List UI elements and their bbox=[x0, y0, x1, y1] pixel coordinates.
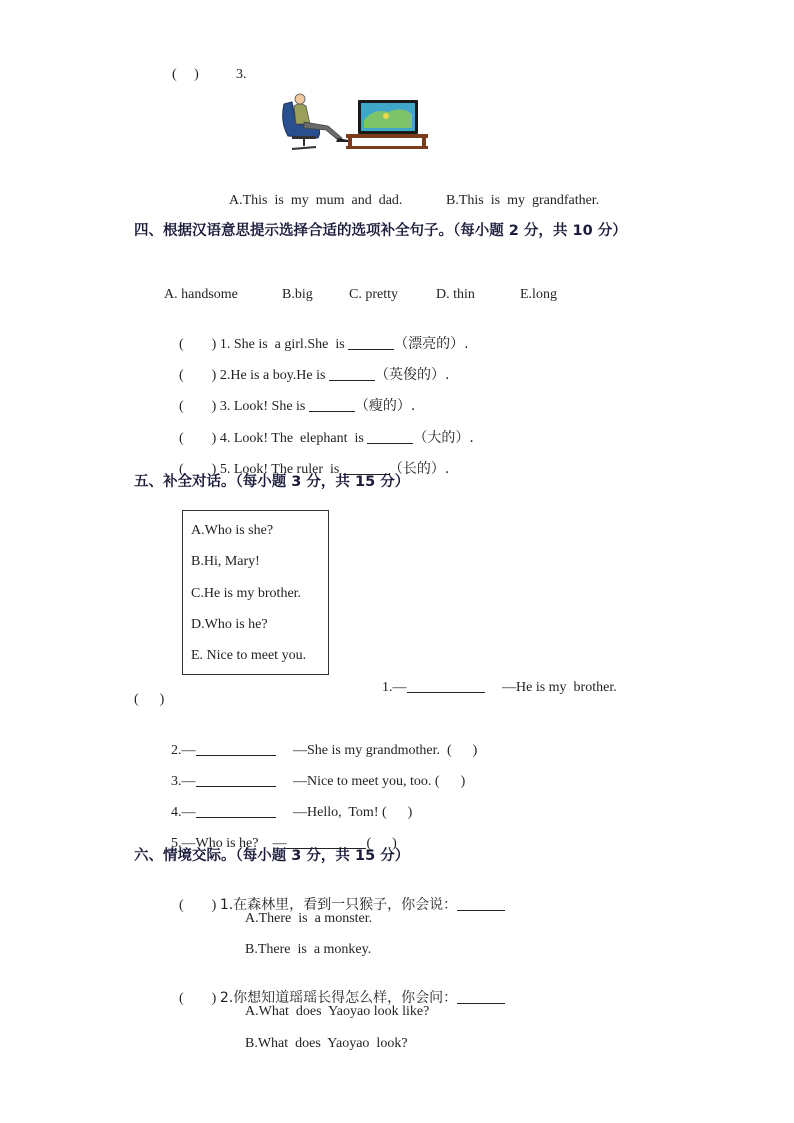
dialogue-q1-paren[interactable]: ( ) bbox=[134, 692, 165, 707]
answer-paren[interactable]: ( ) bbox=[179, 368, 217, 383]
q3-number: 3. bbox=[236, 67, 247, 82]
q3-option-b: B.This is my grandfather. bbox=[446, 193, 600, 208]
answer-paren[interactable]: ( ) bbox=[179, 431, 217, 446]
answer-paren[interactable]: ( ) bbox=[447, 743, 478, 758]
section6-item-1-option-a: A.There is a monster. bbox=[245, 911, 373, 926]
answer-blank[interactable] bbox=[407, 678, 485, 693]
section5-title: 五、补全对话。（每小题 3 分，共 15 分） bbox=[134, 474, 410, 490]
question-prefix: 5.—Who is he? — bbox=[171, 836, 287, 851]
question-text: 1. She is a girl.She is bbox=[219, 337, 345, 352]
question-prefix: 4.— bbox=[171, 805, 196, 820]
grandfather-watching-tv-picture bbox=[278, 92, 432, 152]
dialogue-option-e: E. Nice to meet you. bbox=[191, 648, 307, 663]
section6-item-1-option-b: B.There is a monkey. bbox=[245, 942, 372, 957]
chinese-hint: （大的）. bbox=[413, 430, 474, 446]
question-reply: —Nice to meet you, too. bbox=[293, 774, 432, 789]
dialogue-option-b: B.Hi, Mary! bbox=[191, 554, 260, 569]
answer-paren[interactable]: ( ) bbox=[179, 337, 217, 352]
question-reply: —Hello, Tom! bbox=[293, 805, 379, 820]
question-text: 2.He is a boy.He is bbox=[219, 368, 326, 383]
answer-paren[interactable]: ( ) bbox=[179, 898, 217, 913]
question-text: 4. Look! The elephant is bbox=[219, 431, 364, 446]
question-reply: —She is my grandmother. bbox=[293, 743, 440, 758]
section4-title: 四、根据汉语意思提示选择合适的选项补全句子。（每小题 2 分，共 10 分） bbox=[134, 223, 627, 239]
answer-blank[interactable] bbox=[457, 896, 505, 911]
answer-blank[interactable] bbox=[309, 397, 355, 412]
q3-option-a: A.This is my mum and dad. bbox=[229, 193, 403, 208]
question-prefix: 3.— bbox=[171, 774, 196, 789]
question-reply: —He is my brother. bbox=[502, 680, 617, 695]
section4-option-a: A. handsome bbox=[164, 287, 238, 302]
chinese-hint: （瘦的）. bbox=[354, 398, 416, 414]
question-prefix: 2.— bbox=[171, 743, 196, 758]
chinese-hint: （漂亮的）. bbox=[394, 336, 469, 352]
chinese-hint: （英俊的）. bbox=[374, 367, 450, 383]
question-text: 5. Look! The ruler is bbox=[219, 462, 340, 477]
answer-blank[interactable] bbox=[457, 989, 505, 1004]
chinese-hint: （长的）. bbox=[388, 461, 450, 477]
dialogue-q1 bbox=[375, 660, 617, 697]
dialogue-option-d: D.Who is he? bbox=[191, 617, 268, 632]
question-text: 2.你想知道瑶瑶长得怎么样，你会问： bbox=[219, 990, 458, 1006]
question-text: 3. Look! She is bbox=[219, 399, 306, 414]
question-text: 1.在森林里，看到一只猴子，你会说： bbox=[219, 897, 458, 913]
answer-paren[interactable]: ( ) bbox=[179, 399, 217, 414]
answer-paren[interactable]: ( ) bbox=[366, 836, 397, 851]
section4-option-d: D. thin bbox=[436, 287, 475, 302]
answer-paren[interactable]: ( ) bbox=[434, 774, 466, 789]
answer-paren[interactable]: ( ) bbox=[179, 462, 217, 477]
section6-item-2-option-b: B.What does Yaoyao look? bbox=[245, 1036, 408, 1051]
answer-paren[interactable]: ( ) bbox=[179, 991, 217, 1006]
section6-item-2-option-a: A.What does Yaoyao look like? bbox=[245, 1004, 430, 1019]
section4-option-e: E.long bbox=[520, 287, 557, 302]
question-prefix: 1.— bbox=[382, 680, 407, 695]
answer-paren[interactable]: ( ) bbox=[381, 805, 413, 820]
dialogue-option-a: A.Who is she? bbox=[191, 523, 274, 538]
section4-option-b: B.big bbox=[282, 287, 313, 302]
section4-option-c: C. pretty bbox=[349, 287, 398, 302]
dialogue-option-c: C.He is my brother. bbox=[191, 586, 302, 601]
section6-title: 六、情境交际。（每小题 3 分，共 15 分） bbox=[134, 848, 410, 864]
q3-paren[interactable]: ( ) bbox=[172, 67, 199, 82]
